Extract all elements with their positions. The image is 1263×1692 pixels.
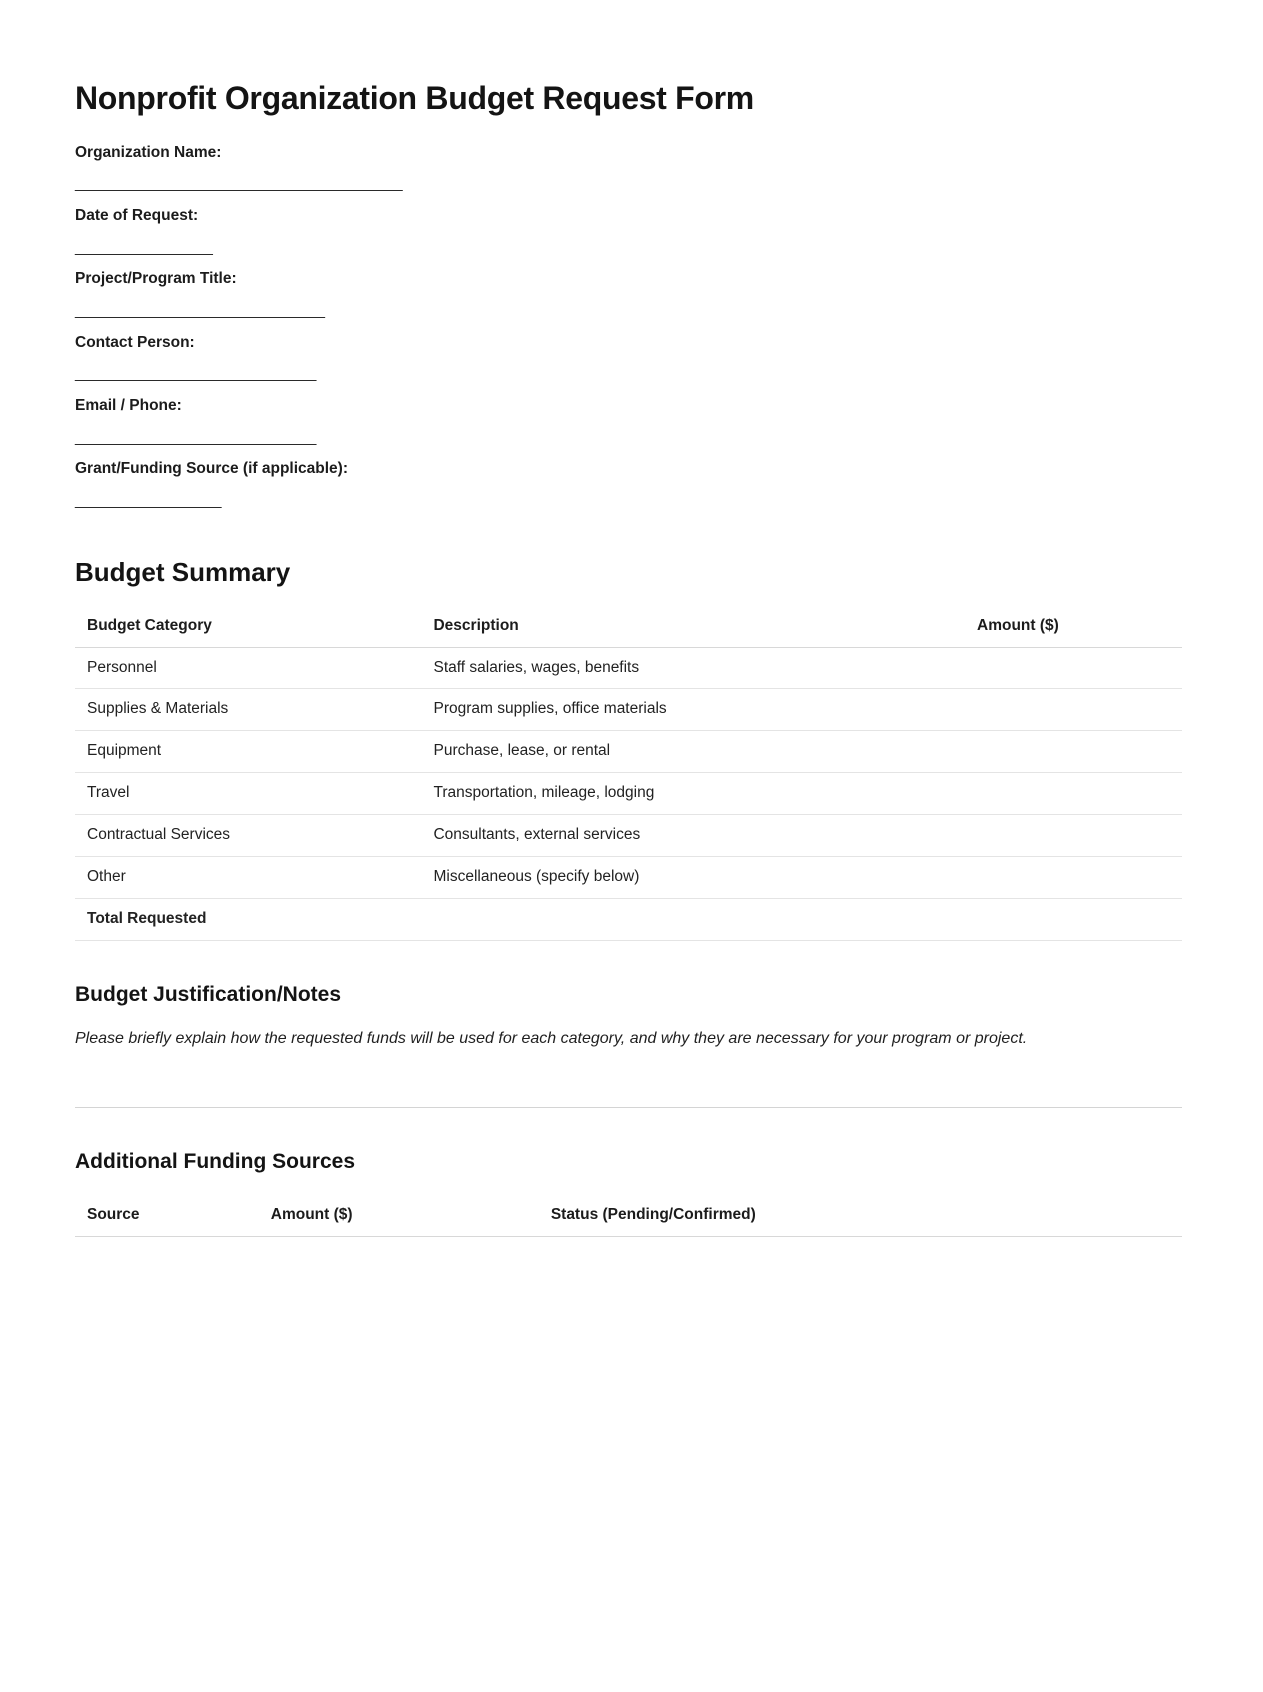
amount-cell	[965, 773, 1182, 815]
category-cell: Contractual Services	[75, 815, 421, 857]
table-row	[75, 689, 1182, 731]
amount-cell	[965, 899, 1182, 941]
form-field-date-of-request	[75, 205, 1182, 258]
table-row	[75, 731, 1182, 773]
column-header-amount: Amount ($)	[965, 606, 1182, 647]
budget-summary-table	[75, 606, 1182, 941]
description-cell	[421, 899, 965, 941]
column-header-budget-category: Budget Category	[75, 606, 421, 647]
description-cell: Transportation, mileage, lodging	[421, 773, 965, 815]
description-cell: Staff salaries, wages, benefits	[421, 647, 965, 689]
form-field-grant-funding-source	[75, 458, 1182, 511]
form-field-email-phone	[75, 395, 1182, 448]
category-cell: Supplies & Materials	[75, 689, 421, 731]
field-label: Project/Program Title:	[75, 270, 237, 288]
amount-cell	[965, 689, 1182, 731]
column-header-source: Source	[75, 1195, 259, 1236]
description-cell: Program supplies, office materials	[421, 689, 965, 731]
total-label-cell: Total Requested	[75, 899, 421, 941]
form-field-contact-person	[75, 332, 1182, 385]
budget-justification-heading: Budget Justification/Notes	[75, 983, 342, 1007]
table-header-row	[75, 1195, 1182, 1236]
fill-in-line: ____________________________	[75, 428, 317, 446]
table-row	[75, 647, 1182, 689]
justification-instructions: Please briefly explain how the requested funds will be used for each category, and why they are necessary for your program or project.	[75, 1030, 1028, 1048]
column-header-description: Description	[421, 606, 965, 647]
table-header-row	[75, 606, 1182, 647]
fill-in-line: ______________________________________	[75, 175, 403, 193]
additional-funding-heading: Additional Funding Sources	[75, 1149, 355, 1173]
form-field-project-title	[75, 268, 1182, 321]
budget-summary-heading: Budget Summary	[75, 556, 291, 587]
category-cell: Travel	[75, 773, 421, 815]
fill-in-line: ____________________________	[75, 365, 317, 383]
description-cell: Purchase, lease, or rental	[421, 731, 965, 773]
field-label: Contact Person:	[75, 333, 195, 351]
field-label: Date of Request:	[75, 206, 199, 224]
column-header-status: Status (Pending/Confirmed)	[539, 1195, 1182, 1236]
category-cell: Other	[75, 857, 421, 899]
fill-in-line: _________________	[75, 492, 222, 510]
table-row-total	[75, 899, 1182, 941]
section-divider	[75, 1107, 1182, 1108]
amount-cell	[965, 731, 1182, 773]
field-label: Organization Name:	[75, 143, 222, 161]
additional-funding-table	[75, 1195, 1182, 1237]
amount-cell	[965, 647, 1182, 689]
amount-cell	[965, 857, 1182, 899]
table-row	[75, 857, 1182, 899]
description-cell: Miscellaneous (specify below)	[421, 857, 965, 899]
form-field-organization-name	[75, 142, 1182, 195]
description-cell: Consultants, external services	[421, 815, 965, 857]
category-cell: Equipment	[75, 731, 421, 773]
fill-in-line: ________________	[75, 238, 213, 256]
column-header-amount: Amount ($)	[259, 1195, 539, 1236]
field-label: Email / Phone:	[75, 397, 182, 415]
page-title: Nonprofit Organization Budget Request Form	[75, 80, 754, 116]
category-cell: Personnel	[75, 647, 421, 689]
fill-in-line: _____________________________	[75, 302, 325, 320]
table-row	[75, 773, 1182, 815]
amount-cell	[965, 815, 1182, 857]
table-row	[75, 815, 1182, 857]
field-label: Grant/Funding Source (if applicable):	[75, 460, 348, 478]
